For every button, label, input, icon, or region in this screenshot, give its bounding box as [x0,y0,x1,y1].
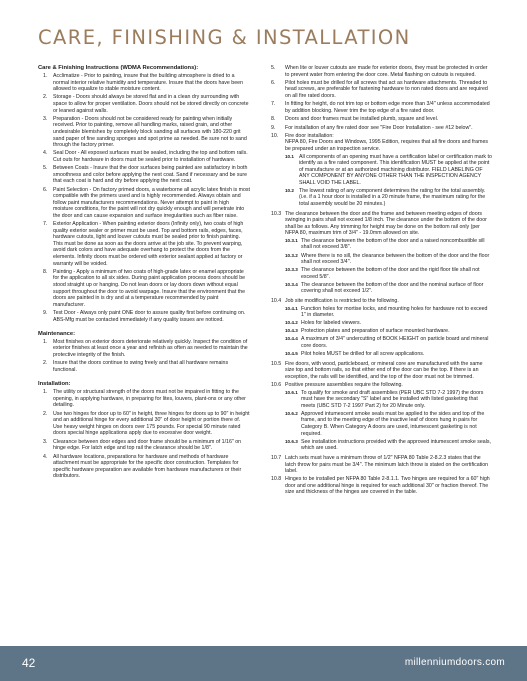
sub-item [285,306,493,319]
list-item [271,125,493,132]
item-text-secondary: NFPA 80, Fire Doors and Windows, 1995 Edition, requires that all fire doors and frames be prepared under an inspection service. [285,139,488,152]
sub-item-text: Approved intumescent smoke seals must be applied to the sides and top of the frame, and to the meeting edge of the inactive leaf of doors hung in pairs for Category B. When Category A doors are used, intumescent gasketing is not required. [301,410,485,437]
item-number: 9. [43,309,48,316]
sub-item-number: 10.6.2 [285,410,298,416]
item-number: 10.7 [271,454,282,461]
item-text: Preparation - Doors should not be considered ready for painting when initially received. Prior to painting, remove all handling marks, raised grain, and other undesirable blemishes by completely block sanding all surfaces with 180-220 grit sand paper of fine sanding sponges and spot prime as needed. Be sure not to sand through the factory primer. [53,115,247,149]
item-text: Between Coats - Insure that the door surfaces being painted are satisfactory in both smoothness and color before applying the next coat. Sand if necessary and be sure that each coat is hard and dry before applying the next coat. [53,165,248,185]
sub-item [285,336,493,349]
item-text: Latch sets must have a minimum throw of 1/2" NFPA 80 Table 2-8.2.3 states that the latch throw for pairs must be 3/4". The minimum latch throw is stated on the certification label. [285,454,489,475]
website-link[interactable]: millenniumdoors.com [404,657,505,668]
sub-item [285,282,493,295]
maintenance-list [38,339,250,374]
list-item [271,116,493,123]
sub-item [285,351,493,358]
list-item-10-8 [271,476,493,496]
installation-list [38,389,250,480]
item-text: Fire door installation: [285,132,334,139]
sub-item-text: Function holes for mortise locks, and mounting holes for hardware not to exceed 1" in diameter. [301,305,488,319]
item-text: Pilot holes must be drilled for all screws that act as hardware attachments. Threaded to head screws, are preferable for fastening hardware to non rated doors and are required on all fire rated doors. [285,79,488,99]
sub-item-text: Pilot holes MUST be drilled for all screw applications. [301,350,425,357]
sub-item-text: A maximum of 3/4" undercutting of BOOK HEIGHT on particle board and mineral core doors. [301,336,489,349]
footer-bar [0,646,527,681]
sub-item [285,390,493,410]
list-item [38,389,250,409]
list-item-10-6 [271,382,493,453]
sub-item-number: 10.4.1 [285,305,298,311]
list-item [38,411,250,437]
list-item [38,454,250,480]
sub-item-text: Holes for labeled viewers. [301,320,362,327]
sub-item-number: 10.1 [285,153,294,159]
item-number: 1. [43,389,48,396]
list-item [271,80,493,100]
item-number: 2. [43,94,48,101]
sub-item-number: 10.4.5 [285,350,298,356]
sub-item-text: To qualify for smoke and draft assemblies (PER UBC STD 7-2 1997) the doors must have the secondary "S" label and be installed with listed gasketing that meets (UBC STD 7-2 1997 Part 2) for 20 Minute only. [301,389,484,409]
sublist-10-3 [285,238,493,295]
item-text: Most finishes on exterior doors deteriorate relatively quickly. Inspect the condition of exterior finishes at least once a year and refinish as often as needed to maintain the protective integrity of the finish. [53,338,248,358]
sub-item-number: 10.3.2 [285,252,298,258]
installation-list-continued [271,65,493,131]
sub-item-text: The clearance between the bottom of the door and the rigid floor tile shall not exceed 5/8". [301,267,480,280]
list-item-10-7 [271,455,493,475]
sub-item [285,253,493,266]
item-number: 7. [43,221,48,228]
right-column [271,65,493,498]
item-number: 4. [43,150,48,157]
sub-item-text: Protection plates and preparation of surface mounted hardware. [301,328,450,335]
sub-item-number: 10.3.3 [285,267,298,273]
item-number: 2. [43,410,48,417]
sublist-10-4 [285,306,493,358]
item-number: 10.8 [271,476,282,483]
sub-item [285,267,493,280]
item-text: Doors and door frames must be installed plumb, square and level. [285,116,439,123]
list-item-10 [271,133,493,209]
list-item-10-3 [271,211,493,297]
item-text: Fire doors, with wood, particleboard, or mineral core are manufactured with the same size top and bottom rails, so that either end of the door can be the top. If there is an exception, the rails will be identified, and the top of the door must not be trimmed. [285,360,483,380]
sub-item-number: 10.6.1 [285,389,298,395]
item-number: 4. [43,453,48,460]
sub-item-number: 10.3.1 [285,237,298,243]
sub-item [285,320,493,327]
list-item [38,439,250,452]
item-text: Test Door - Always only paint ONE door to assure quality first before continuing on. ABS-Mfg must be contacted immediately if any quality issues are noticed. [53,309,246,323]
installation-heading: Installation: [38,381,71,388]
item-number: 10.6 [271,382,282,389]
item-number: 1. [43,73,48,79]
sub-item-text: All components of an opening must have a certification label or certification mark to identify as a fire rated component. This identification MUST be applied at the point of manufacture or at an authorized machining distributor. FIELD LABELING OF ANY COMPONENT BY ANYONE OTHER THAN THE INSPECTION AGENCY SHALL VOID THE LABEL. [299,153,492,186]
item-text: For installation of any fire rated door see "Fire Door Installation - see #12 below". [285,124,473,131]
item-text: Positive pressure assemblies require the following. [285,382,403,389]
list-item [38,339,250,359]
list-item [38,116,250,149]
item-text: Paint Selection - On factory primed doors, a waterborne all acrylic latex finish is most compatible with the primers used and is highly recommended. Always obtain and follow paint manufacturers recommendations. Never attempt to paint in high moisture conditions, for the paint will not dry quickly enough and will penetrate into the door and can cause expansion and surface irregularities such as fiber raise. [53,186,250,219]
item-number: 9. [271,124,276,131]
sub-item-text: The clearance between the bottom of the door and a raised noncombustible sill shall not exceed 3/8". [301,237,485,251]
sub-item-text: The clearance between the bottom of the door and the nominal surface of floor covering shall not exceed 1/2". [301,281,484,295]
item-number: 8. [43,268,48,275]
item-text: Acclimatize - Prior to painting, insure that the building atmosphere is dried to a normal interior relative humidity and temperature. Insure that the doors have been allowed to equalize to stable moisture content. [53,73,243,93]
item-text: Job site modification is restricted to the following. [285,298,399,305]
list-item [38,73,250,93]
item-number: 6. [43,186,48,193]
sub-item-text: Where there is no sill, the clearance between the bottom of the door and the floor shall not exceed 3/4". [301,252,490,266]
sub-item [285,439,493,452]
sub-item-number: 10.3.4 [285,281,298,287]
item-text: Storage - Doors should always be stored flat and in a clean dry surrounding with space to allow for proper ventilation. Doors should not be stored directly on concrete or leaned against walls. [53,94,249,114]
item-text: The utility or structural strength of the doors must not be impaired in fitting to the opening, in applying hardware, in preparing for lites, louvers, plant-ons or any other detailing. [53,389,246,409]
list-item [271,65,493,78]
sub-item-number: 10.4.4 [285,336,298,342]
sublist-10-6 [285,390,493,452]
item-text: All hardware locations, preparations for hardware and methods of hardware attachment must be appropriate for the specific door construction. Templates for specific hardware preparation are available from hardware manufacturers or their distributors. [53,453,242,480]
item-number: 1. [43,338,48,345]
item-number: 3. [43,438,48,445]
sub-item [285,188,493,208]
item-text: Insure that the doors continue to swing freely and that all hardware remains functional. [53,360,229,373]
list-item [38,269,250,308]
sublist-10 [285,154,493,208]
item-text: In fitting for height, do not trim top or bottom edge more than 3/4" unless accommodated by addition blocking. Never trim the top edge of a fire rated door. [285,101,490,114]
page-number: 42 [22,656,36,670]
list-item [38,94,250,114]
sub-item-number: 10.4.3 [285,328,298,334]
item-number: 8. [271,116,276,123]
item-text: When lite or louver cutouts are made for exterior doors, they must be protected in order to prevent water from entering the door core. Metal flashing on cutouts is required. [285,65,488,78]
list-item [38,310,250,323]
item-number: 2. [43,360,48,367]
list-item [38,150,250,163]
item-number: 10.4 [271,298,282,305]
list-item [38,187,250,220]
list-item [38,221,250,267]
item-number: 5. [271,65,276,71]
list-item [38,360,250,373]
item-number: 10. [271,132,279,139]
list-item-10-5 [271,361,493,381]
item-text: Exterior Application - When painting exterior doors (Infinity only), two coats of high quality exterior sealer or primer must be used. Top and bottom rails, edges, faces, hardware cutouts, light and louver cutouts must be sealed prior to finish painting. This must be done as soon as the doors arrive at the job site. To prevent warping, avoid dark colors and have adequate overhang to protect the doors from the elements. Infinity doors must be ordered with exterior sealant applied at factory or warranty will be voided. [53,221,244,267]
item-text: The clearance between the door and the frame and between meeting edges of doors swinging in pairs shall not exceed 1/8 inch. The clearance under the bottom of the door shall be as follows. Any trimming for height may be done on the bottom rail only (per NFPA 80, maximum trim of 3/4" - 19.0mm allowed on site. [285,210,487,237]
item-text: Hinges to be installed per NFPA 80 Table 2-8.1.1. Two hinges are required for a 60" high door and one additional hinge is required for each additional 30" or fraction thereof. The size and thickness of the hinges are covered in the table. [285,476,490,496]
item-number: 10.5 [271,360,282,367]
sub-item-number: 10.4.2 [285,320,298,326]
sub-item-text: See installation instructions provided with the approved intumescent smoke seals, which are used. [301,438,491,452]
item-number: 7. [271,101,276,108]
item-text: Painting - Apply a minimum of two coats of high-grade latex or enamel appropriate for the application to all six sides. During paint application process doors should be stood straight up or hanging. Do not lean doors or lay doors down without equal support throughout the door to avoid warpage. Insure that the environment that the doors are painted in is dry and at a temperature recommended by paint manufacturer. [53,268,246,308]
sub-item [285,154,493,187]
maintenance-heading: Maintenance: [38,330,76,337]
sub-item [285,411,493,437]
care-heading: Care & Finishing Instructions (WDMA Recommendations): [38,65,199,71]
item-text: Use two hinges for door up to 60" in height, three hinges for doors up to 90" in height and an additional hinge for every additional 30" of door height or portion there of. Use heavy weight hinges on doors over 175 pounds. For special 90 minute rated doors special hinge applications apply due to excessive door weight. [53,410,250,437]
sub-item-number: 10.6.3 [285,438,298,444]
item-text: Seal Door - All exposed surfaces must be sealed, including the top and bottom rails. Cut outs for hardware in doors must be sealed prior to installation of hardware. [53,150,248,163]
page-title: CARE, FINISHING & INSTALLATION [38,26,411,49]
care-list [38,73,250,323]
item-number: 10.3 [271,210,282,217]
list-item [271,101,493,114]
sub-item-number: 10.2 [285,187,294,193]
list-item-10-4 [271,298,493,359]
item-text: Clearance between door edges and door frame should be a minimum of 1/16" on hinge edge. For latch edge and top rail the clearance should be 1/8". [53,438,242,452]
left-column [38,65,250,481]
item-number: 6. [271,79,276,86]
sub-item-text: The lowest rating of any component determines the rating for the total assembly. (i.e. if a 1 hour door is installed in a 20 minute frame, the maximum rating for the total assembly would be 20 minutes.) [299,187,486,207]
item-number: 5. [43,165,48,172]
item-number: 3. [43,115,48,122]
sub-item [285,328,493,335]
sub-item [285,238,493,251]
list-item [38,165,250,185]
